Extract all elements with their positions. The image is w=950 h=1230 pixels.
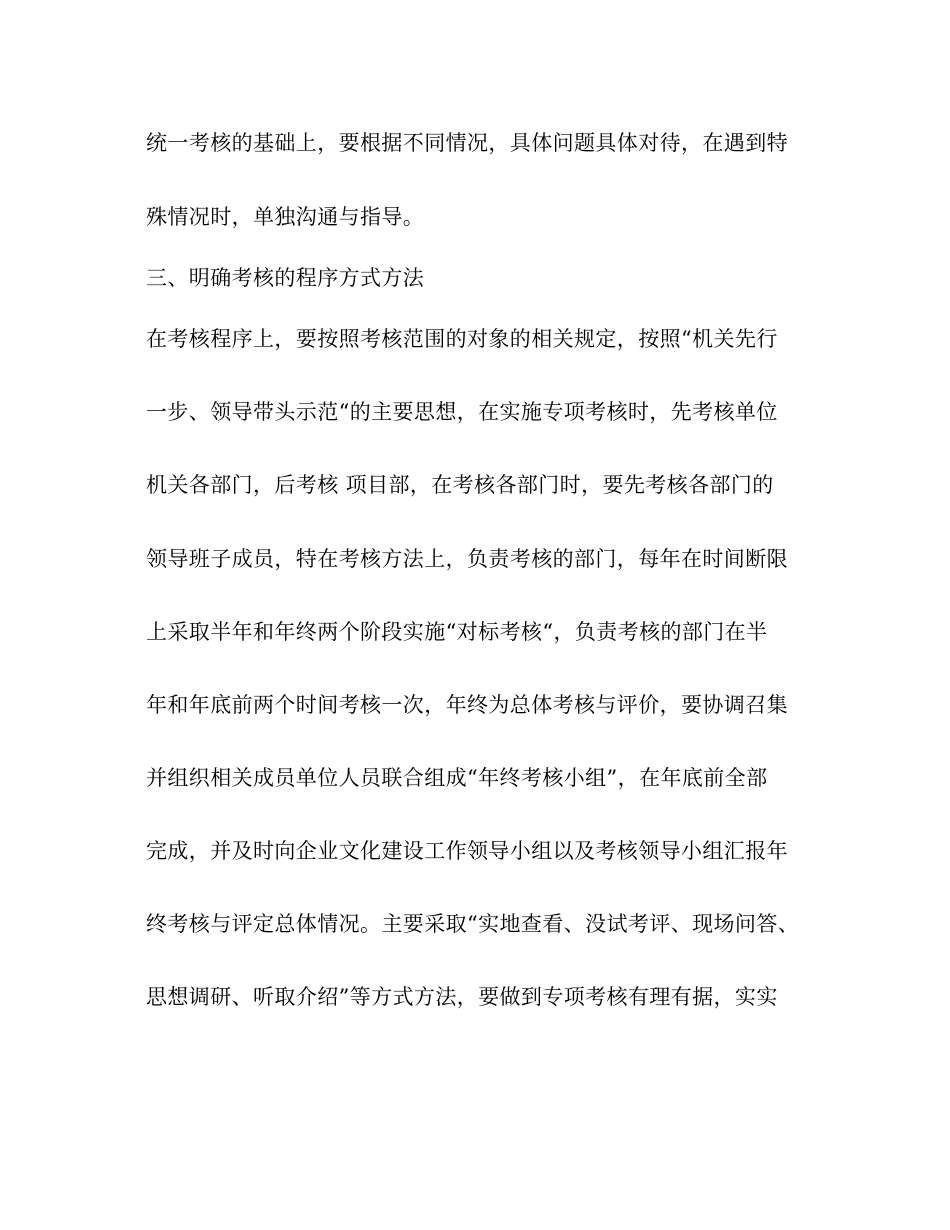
body-text-line: 终考核与评定总体情况。主要采取“实地查看、没试考评、现场问答、	[146, 912, 800, 936]
body-text-line: 并组织相关成员单位人员联合组成“年终考核小组”，在年底前全部	[146, 766, 768, 790]
body-text-line: 一步、领导带头示范“的主要思想，在实施专项考核时，先考核单位	[146, 400, 778, 424]
body-text-line: 年和年底前两个时间考核一次，年终为总体考核与评价，要协调召集	[146, 693, 788, 717]
body-text-line: 思想调研、听取介绍”等方式方法，要做到专项考核有理有据，实实	[146, 985, 778, 1009]
body-text-line: 机关各部门，后考核 项目部，在考核各部门时，要先考核各部门的	[146, 473, 774, 497]
body-text-line: 上采取半年和年终两个阶段实施“对标考核“，负责考核的部门在半	[146, 620, 768, 644]
body-text-line: 完成，并及时向企业文化建设工作领导小组以及考核领导小组汇报年	[146, 839, 788, 863]
section-heading: 三、明确考核的程序方式方法	[146, 266, 425, 290]
body-text-line: 殊情况时，单独沟通与指导。	[146, 205, 425, 229]
body-text-line: 统一考核的基础上，要根据不同情况，具体问题具体对待，在遇到特	[146, 131, 788, 155]
body-text-line: 在考核程序上，要按照考核范围的对象的相关规定，按照“机关先行	[146, 327, 778, 351]
body-text-line: 领导班子成员，特在考核方法上，负责考核的部门，每年在时间断限	[146, 547, 788, 571]
